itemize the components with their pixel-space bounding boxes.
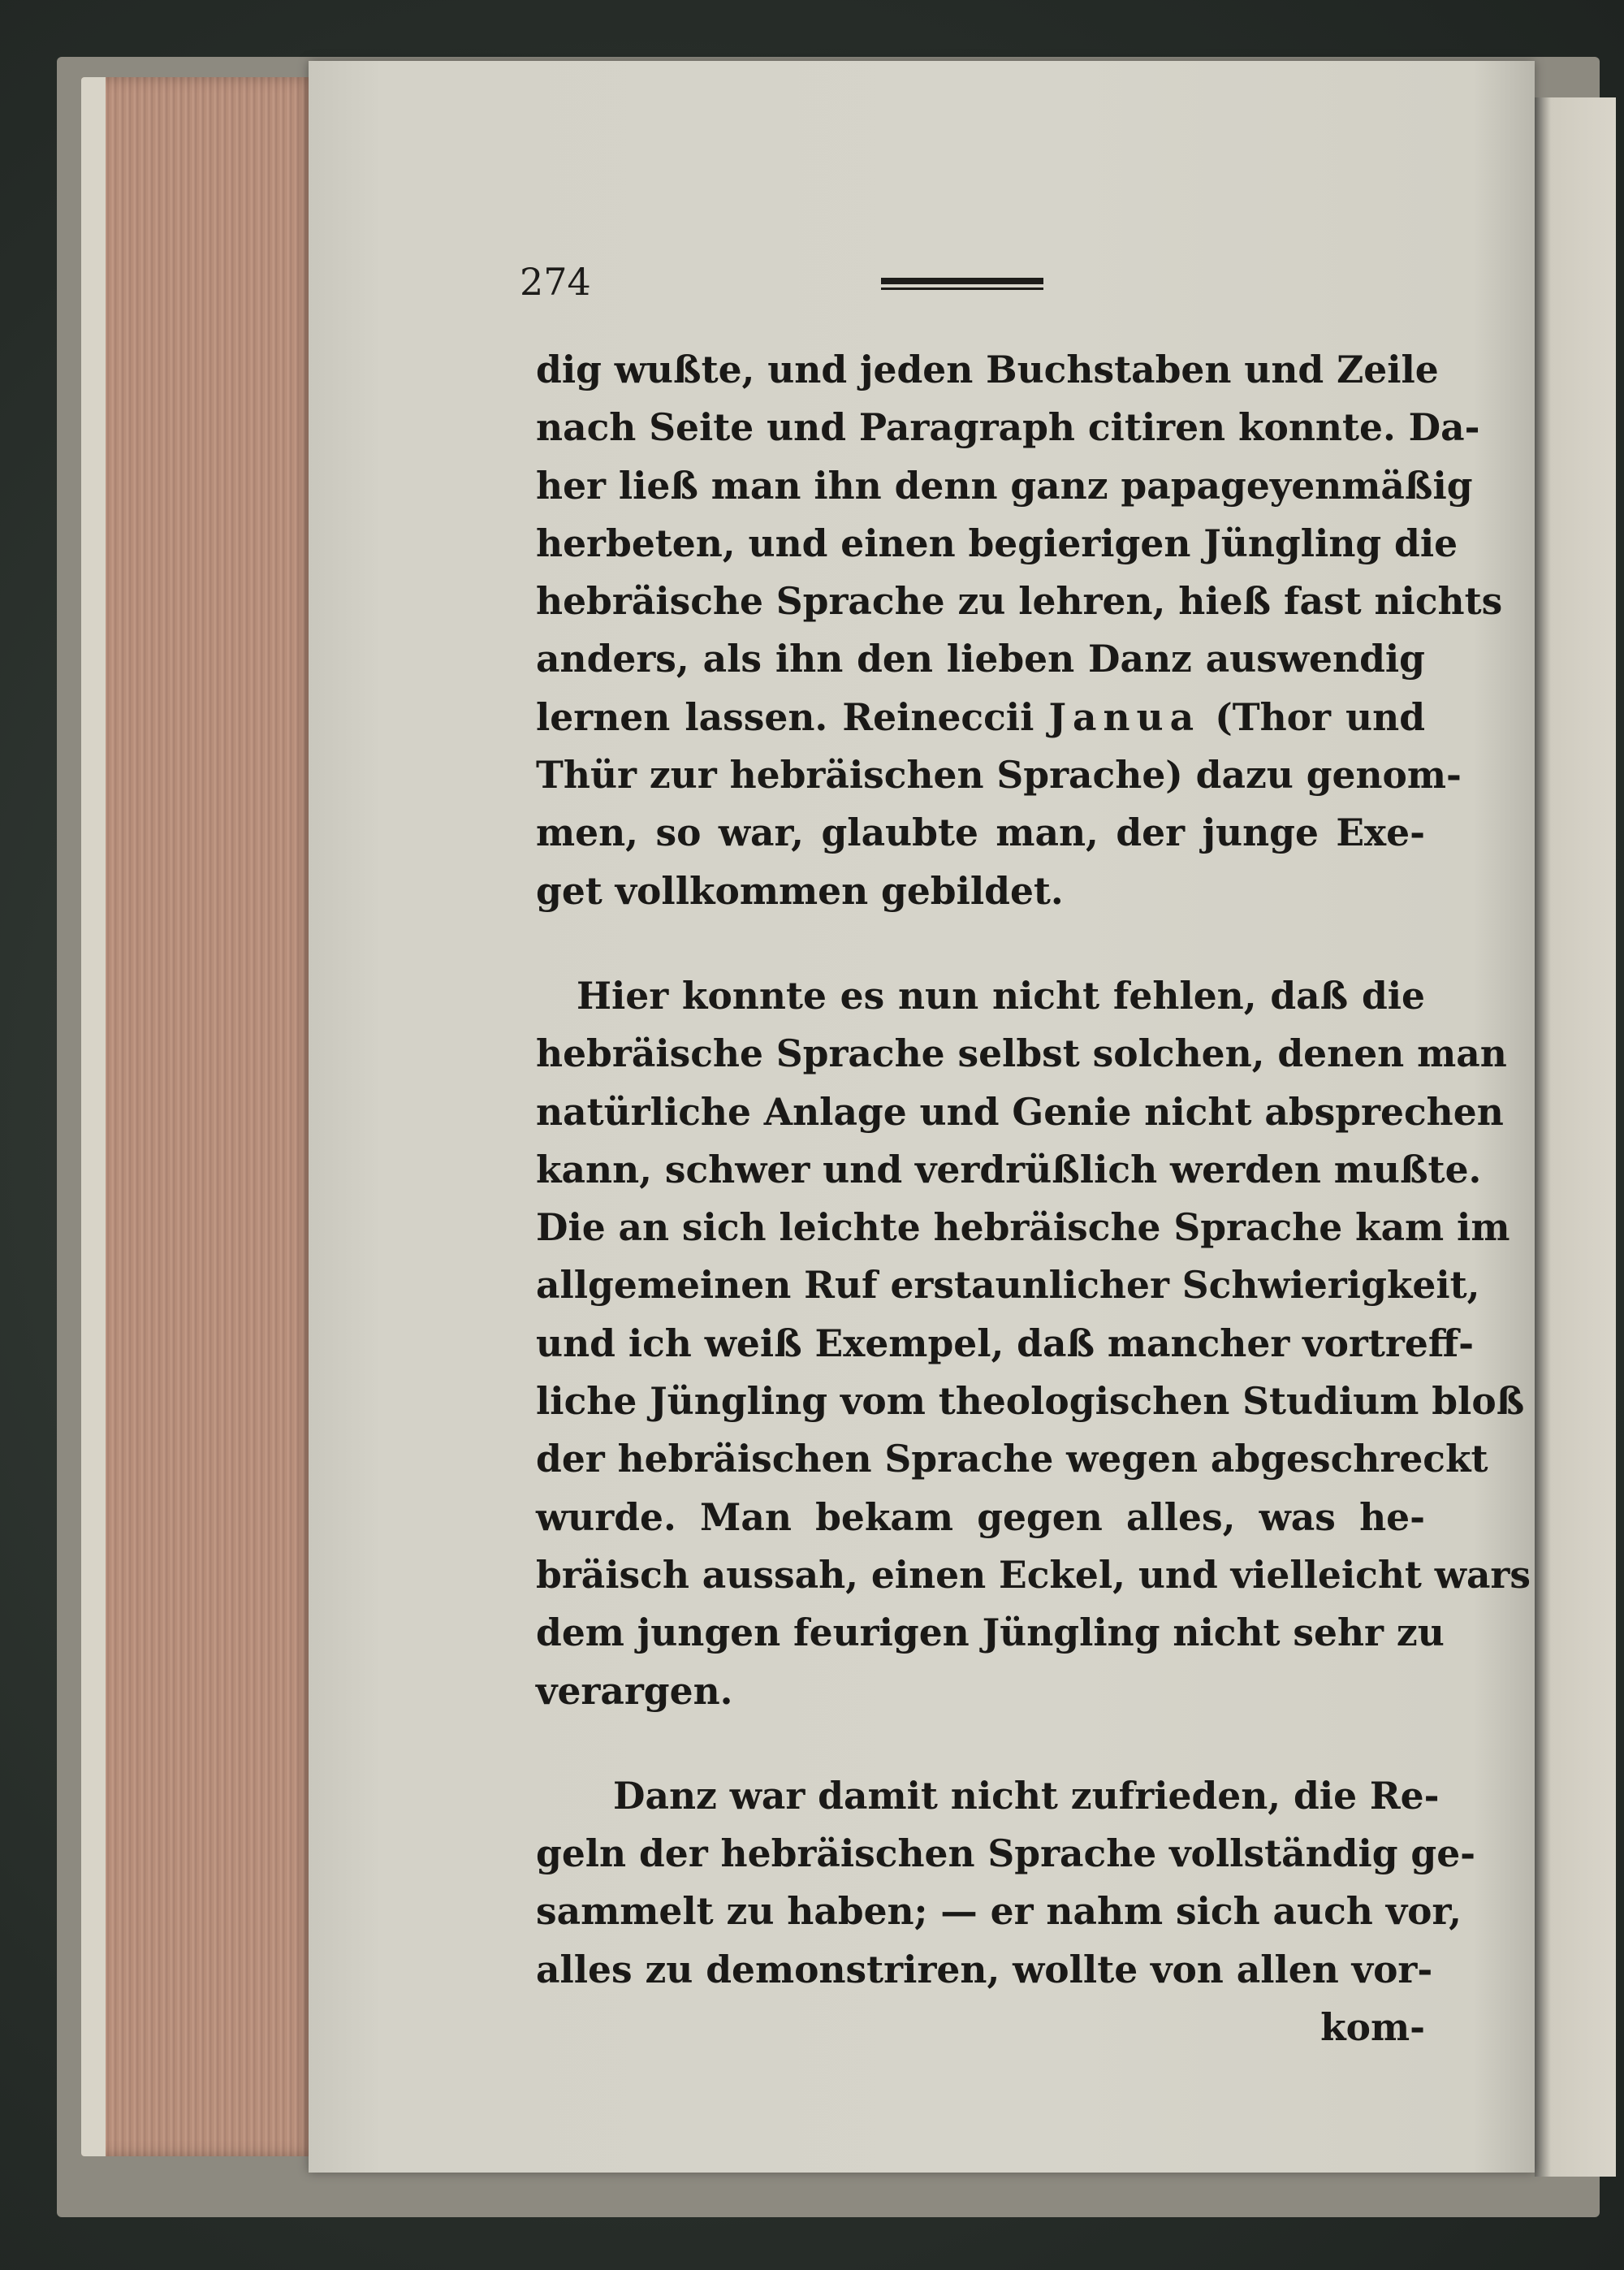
- text-line: natürliche Anlage und Genie nicht absprechen: [536, 1089, 1504, 1134]
- facing-page-edge: [1535, 97, 1616, 2177]
- text-line: allgemeinen Ruf erstaunlicher Schwierigkeit,: [536, 1263, 1480, 1308]
- catchword: kom-: [1320, 2005, 1425, 2050]
- text-line: alles zu demonstriren, wollte von allen vor-: [536, 1947, 1433, 1991]
- text-line: dig wußte, und jeden Buchstaben und Zeile: [536, 348, 1439, 391]
- page-block-edge: [81, 77, 317, 2156]
- text-line: Die an sich leichte hebräische Sprache kam im: [536, 1205, 1510, 1250]
- body-text: [536, 341, 1531, 2056]
- paragraph-gap: [536, 1720, 1425, 1767]
- header-rule-thin: [881, 288, 1043, 290]
- text-line: Thür zur hebräischen Sprache) dazu genom-: [536, 753, 1462, 798]
- text-line: verargen.: [536, 1668, 733, 1713]
- text-line: men, so war, glaubte man, der junge Exe-: [536, 811, 1425, 855]
- text-line: der hebräischen Sprache wegen abgeschreckt: [536, 1437, 1488, 1481]
- text-line: sammelt zu haben; — er nahm sich auch vor,: [536, 1889, 1462, 1934]
- text-line: get vollkommen gebildet.: [536, 868, 1064, 913]
- text-line: kann, schwer und verdrüßlich werden mußte.: [536, 1147, 1482, 1191]
- text-segment: lernen lassen. Reineccii: [536, 694, 1034, 739]
- text-line: und ich weiß Exempel, daß mancher vortreff-: [536, 1321, 1475, 1365]
- text-line: liche Jüngling vom theologischen Studium bloß: [536, 1379, 1525, 1424]
- text-line: hebräische Sprache selbst solchen, denen man: [536, 1031, 1507, 1076]
- text-line: bräisch aussah, einen Eckel, und vielleicht wars: [536, 1552, 1531, 1597]
- text-line: herbeten, und einen begierigen Jüngling die: [536, 521, 1458, 565]
- text-line: wurde. Man bekam gegen alles, was he-: [536, 1494, 1425, 1539]
- text-line-mixed: [536, 689, 1425, 746]
- page-block-highlight: [81, 77, 106, 2156]
- text-line: dem jungen feurigen Jüngling nicht sehr zu: [536, 1611, 1445, 1655]
- text-line: anders, als ihn den lieben Danz auswendig: [536, 637, 1425, 681]
- header-rule-thick: [881, 278, 1043, 284]
- spaced-title: Janua: [1048, 694, 1201, 739]
- page-header: [520, 260, 1421, 309]
- text-line: Danz war damit nicht zufrieden, die Re-: [613, 1773, 1440, 1818]
- paragraph-gap: [536, 920, 1425, 967]
- header-ornament-rule: [881, 275, 1043, 292]
- text-segment: (Thor und: [1215, 694, 1426, 739]
- text-line: nach Seite und Paragraph citiren konnte. Da-: [536, 405, 1480, 450]
- text-line: geln der hebräischen Sprache vollständig ge-: [536, 1831, 1476, 1876]
- page-number: 274: [520, 260, 591, 304]
- text-line: her ließ man ihn denn ganz papageyenmäßig: [536, 463, 1473, 508]
- text-line: hebräische Sprache zu lehren, hieß fast nichts: [536, 579, 1503, 624]
- text-line: Hier konnte es nun nicht fehlen, daß die: [577, 973, 1425, 1018]
